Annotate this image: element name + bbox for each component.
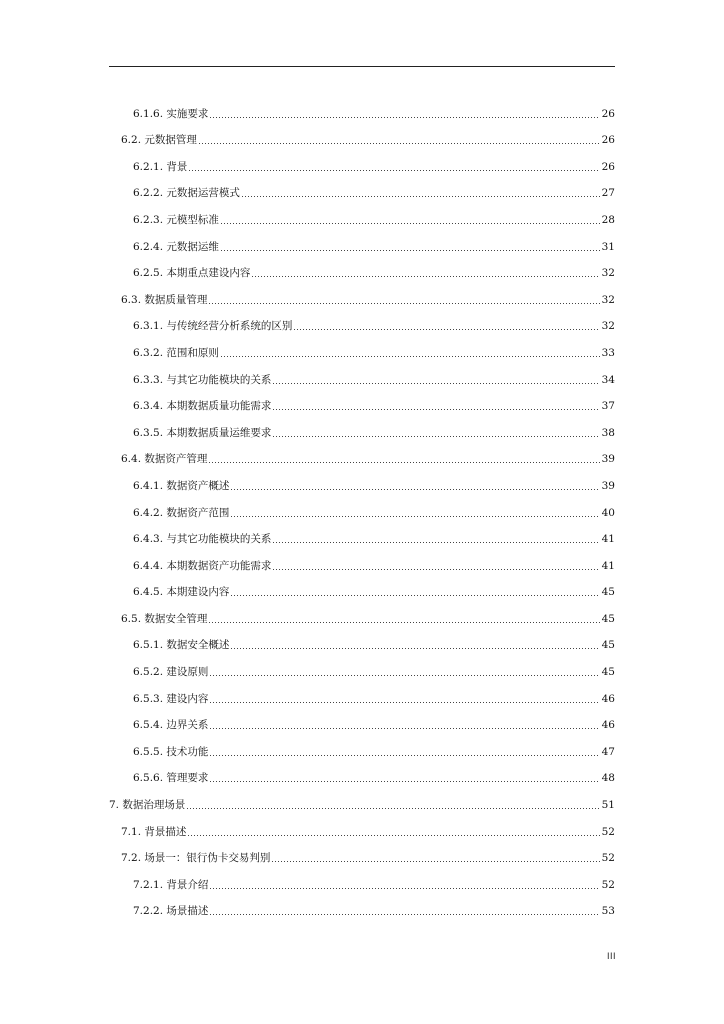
toc-entry-label: 6.3.5. 本期数据质量运维要求 (133, 426, 272, 439)
header-rule (109, 66, 615, 67)
toc-entry-page: 47 (601, 745, 615, 758)
toc-entry-label: 6.4.5. 本期建设内容 (133, 586, 230, 599)
toc-entry[interactable] (0, 440, 615, 467)
toc-entry[interactable] (0, 839, 615, 866)
toc-entry-label: 6.5.2. 建设原则 (133, 666, 209, 679)
toc-entry[interactable] (0, 626, 615, 653)
toc-entry[interactable] (0, 360, 615, 387)
toc-dot-leader (208, 454, 600, 464)
toc-entry-page: 32 (601, 320, 615, 333)
toc-entry-page: 53 (601, 905, 615, 918)
toc-entry-page: 51 (601, 799, 615, 812)
toc-entry-page: 40 (601, 506, 615, 519)
toc-entry-label: 6.3.1. 与传统经营分析系统的区别 (133, 320, 293, 333)
toc-entry[interactable] (0, 812, 615, 839)
toc-entry-label: 7.1. 背景描述 (121, 825, 187, 838)
toc-entry-page: 45 (601, 639, 615, 652)
toc-dot-leader (230, 481, 600, 491)
toc-entry[interactable] (0, 200, 615, 227)
toc-entry[interactable] (0, 413, 615, 440)
toc-entry-page: 41 (601, 533, 615, 546)
toc-entry[interactable] (0, 546, 615, 573)
toc-entry-page: 46 (601, 719, 615, 732)
toc-dot-leader (251, 268, 600, 278)
toc-dot-leader (272, 561, 600, 571)
toc-dot-leader (198, 135, 600, 145)
toc-dot-leader (208, 295, 600, 305)
toc-entry[interactable] (0, 759, 615, 786)
toc-entry-page: 37 (601, 400, 615, 413)
toc-entry-page: 46 (601, 692, 615, 705)
toc-entry-page: 26 (601, 107, 615, 120)
toc-entry[interactable] (0, 147, 615, 174)
toc-entry-page: 34 (601, 373, 615, 386)
toc-entry-label: 6.2.3. 元模型标准 (133, 213, 219, 226)
toc-dot-leader (209, 747, 600, 757)
toc-dot-leader (186, 800, 600, 810)
toc-entry-label: 6.5. 数据安全管理 (121, 612, 208, 625)
toc-dot-leader (209, 880, 600, 890)
toc-entry-page: 32 (601, 267, 615, 280)
toc-dot-leader (230, 587, 600, 597)
toc-entry[interactable] (0, 599, 615, 626)
table-of-contents (0, 94, 724, 918)
toc-entry-page: 27 (601, 187, 615, 200)
toc-entry-page: 39 (601, 453, 615, 466)
toc-dot-leader (209, 906, 600, 916)
toc-entry-label: 7.2. 场景一：银行伪卡交易判别 (121, 852, 271, 865)
toc-dot-leader (220, 242, 600, 252)
toc-entry-label: 6.4.1. 数据资产概述 (133, 479, 230, 492)
toc-dot-leader (209, 720, 600, 730)
toc-entry[interactable] (0, 732, 615, 759)
toc-dot-leader (272, 534, 600, 544)
toc-entry[interactable] (0, 254, 615, 281)
toc-entry[interactable] (0, 652, 615, 679)
toc-entry-page: 28 (601, 213, 615, 226)
toc-entry[interactable] (0, 174, 615, 201)
toc-entry[interactable] (0, 94, 615, 121)
toc-entry-label: 6.5.6. 管理要求 (133, 772, 209, 785)
toc-dot-leader (272, 428, 600, 438)
toc-entry-label: 6.2.4. 元数据运维 (133, 240, 219, 253)
toc-entry[interactable] (0, 307, 615, 334)
toc-entry-page: 48 (601, 772, 615, 785)
toc-dot-leader (272, 401, 600, 411)
toc-dot-leader (230, 508, 600, 518)
toc-entry-page: 41 (601, 559, 615, 572)
toc-dot-leader (293, 321, 600, 331)
toc-entry-label: 6.3. 数据质量管理 (121, 293, 208, 306)
toc-dot-leader (209, 109, 600, 119)
toc-entry[interactable] (0, 706, 615, 733)
toc-entry[interactable] (0, 121, 615, 148)
toc-entry-page: 38 (601, 426, 615, 439)
toc-dot-leader (187, 827, 600, 837)
toc-dot-leader (220, 348, 600, 358)
toc-entry-page: 31 (601, 240, 615, 253)
toc-dot-leader (209, 667, 600, 677)
toc-entry-label: 6.5.3. 建设内容 (133, 692, 209, 705)
toc-dot-leader (220, 215, 600, 225)
toc-entry-label: 6.2.1. 背景 (133, 160, 188, 173)
toc-entry-label: 6.5.5. 技术功能 (133, 745, 209, 758)
toc-entry-label: 6.4.3. 与其它功能模块的关系 (133, 533, 272, 546)
toc-entry[interactable] (0, 892, 615, 919)
toc-entry[interactable] (0, 333, 615, 360)
toc-entry-label: 6.4.4. 本期数据资产功能需求 (133, 559, 272, 572)
toc-entry-page: 26 (601, 134, 615, 147)
toc-entry[interactable] (0, 493, 615, 520)
toc-entry-label: 7.2.1. 背景介绍 (133, 878, 209, 891)
toc-entry-label: 7.2.2. 场景描述 (133, 905, 209, 918)
toc-entry-page: 26 (601, 160, 615, 173)
toc-entry-label: 6.5.1. 数据安全概述 (133, 639, 230, 652)
toc-entry-label: 6.3.3. 与其它功能模块的关系 (133, 373, 272, 386)
toc-entry-label: 6.4.2. 数据资产范围 (133, 506, 230, 519)
toc-entry-label: 6.4. 数据资产管理 (121, 453, 208, 466)
page-number: III (606, 951, 616, 961)
toc-dot-leader (230, 640, 600, 650)
toc-dot-leader (271, 853, 600, 863)
toc-dot-leader (208, 614, 600, 624)
toc-entry[interactable] (0, 865, 615, 892)
toc-entry-label: 6.2.5. 本期重点建设内容 (133, 267, 251, 280)
toc-entry-page: 39 (601, 479, 615, 492)
toc-entry-page: 52 (601, 852, 615, 865)
toc-entry-label: 6.2. 元数据管理 (121, 134, 197, 147)
toc-entry[interactable] (0, 280, 615, 307)
toc-entry-page: 52 (601, 825, 615, 838)
toc-entry-page: 45 (601, 612, 615, 625)
toc-entry[interactable] (0, 387, 615, 414)
toc-entry-label: 6.5.4. 边界关系 (133, 719, 209, 732)
toc-entry-label: 7. 数据治理场景 (109, 799, 186, 812)
toc-entry-page: 52 (601, 878, 615, 891)
toc-entry[interactable] (0, 520, 615, 547)
toc-entry[interactable] (0, 785, 615, 812)
toc-dot-leader (209, 694, 600, 704)
toc-entry-label: 6.1.6. 实施要求 (133, 107, 209, 120)
toc-dot-leader (272, 375, 600, 385)
toc-entry[interactable] (0, 573, 615, 600)
toc-dot-leader (241, 188, 600, 198)
toc-entry[interactable] (0, 227, 615, 254)
toc-entry[interactable] (0, 466, 615, 493)
toc-entry-page: 32 (601, 293, 615, 306)
toc-entry-label: 6.3.4. 本期数据质量功能需求 (133, 400, 272, 413)
toc-entry-label: 6.3.2. 范围和原则 (133, 346, 219, 359)
toc-entry-page: 45 (601, 666, 615, 679)
toc-entry-page: 45 (601, 586, 615, 599)
toc-dot-leader (209, 773, 600, 783)
toc-dot-leader (188, 162, 600, 172)
toc-entry-label: 6.2.2. 元数据运营模式 (133, 187, 240, 200)
toc-entry-page: 33 (601, 346, 615, 359)
toc-entry[interactable] (0, 679, 615, 706)
